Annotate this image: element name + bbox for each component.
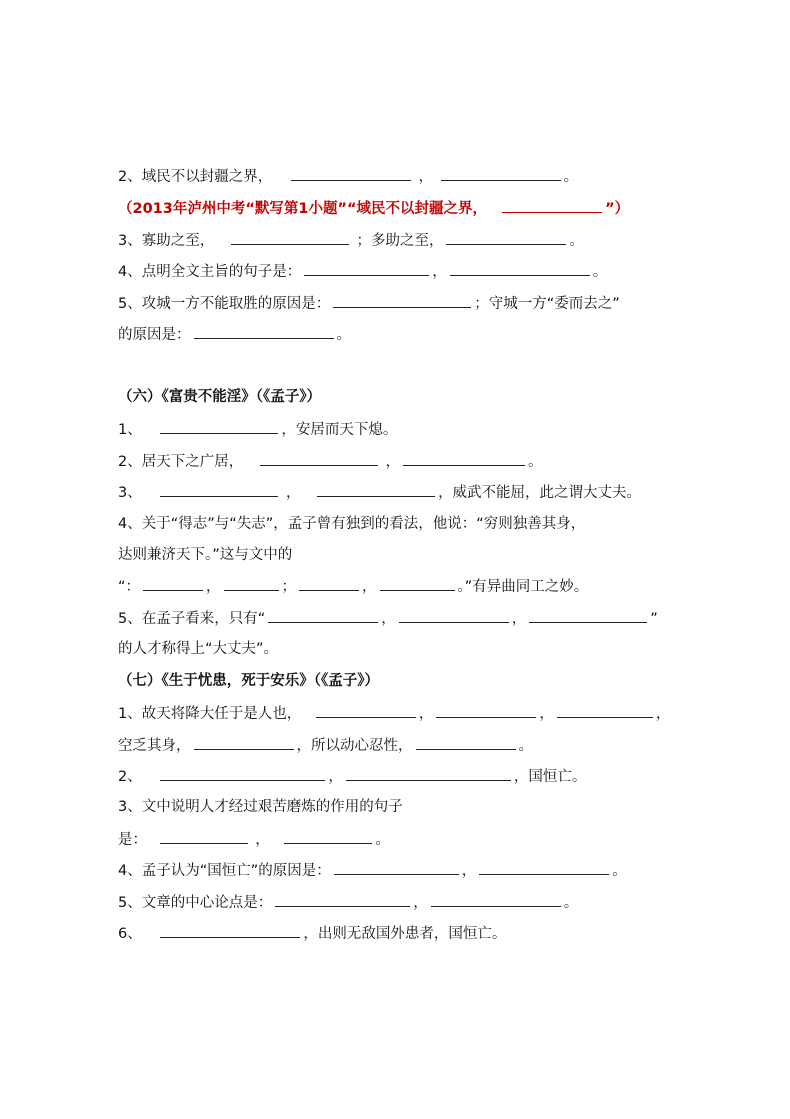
sec6-line-4c: “： ， ； ， 。”有异曲同工之妙。 (118, 576, 588, 597)
sec7-line-3a: 3、文中说明人才经过艰苦磨炼的作用的句子 (118, 799, 403, 815)
prev-line-5b: 的原因是： 。 (118, 324, 351, 345)
answer-blank[interactable] (260, 451, 378, 466)
answer-blank[interactable] (333, 293, 471, 308)
prev-line-2: 2、域民不以封疆之界， ， 。 (118, 166, 578, 187)
answer-blank[interactable] (529, 608, 647, 623)
prev-line-5: 5、攻城一方不能取胜的原因是： ；守城一方“委而去之” (118, 293, 620, 314)
sec6-line-3: 3、 ， ，威武不能屈，此之谓大丈夫。 (118, 482, 641, 503)
answer-blank[interactable] (436, 703, 536, 718)
answer-blank[interactable] (450, 261, 590, 276)
answer-blank[interactable] (317, 482, 435, 497)
answer-blank[interactable] (160, 419, 278, 434)
sec6-line-5b: 的人才称得上“大丈夫”。 (118, 641, 279, 657)
answer-blank[interactable] (160, 482, 278, 497)
answer-blank[interactable] (160, 766, 325, 781)
section-7-title: （七）《生于忧患，死于安乐》（《孟子》） (118, 673, 379, 689)
answer-blank[interactable] (334, 860, 459, 875)
answer-blank[interactable] (194, 735, 294, 750)
answer-blank[interactable] (291, 166, 411, 181)
sec7-line-3b: 是： ， 。 (118, 829, 390, 850)
answer-blank[interactable] (502, 198, 602, 213)
sec7-line-1: 1、故天将降大任于是人也， ， ， ， (118, 703, 670, 724)
prev-line-3: 3、寡助之至， ；多助之至， 。 (118, 230, 584, 251)
answer-blank[interactable] (416, 735, 516, 750)
sec6-line-2: 2、居天下之广居， ， 。 (118, 451, 542, 472)
answer-blank[interactable] (231, 230, 349, 245)
answer-blank[interactable] (316, 703, 416, 718)
answer-blank[interactable] (299, 576, 359, 591)
answer-blank[interactable] (479, 860, 609, 875)
answer-blank[interactable] (194, 324, 334, 339)
sec7-line-6: 6、 ，出则无敌国外患者，国恒亡。 (118, 923, 506, 944)
answer-blank[interactable] (403, 451, 525, 466)
answer-blank[interactable] (446, 230, 566, 245)
section-6-title: （六）《富贵不能淫》（《孟子》） (118, 389, 321, 405)
answer-blank[interactable] (143, 576, 203, 591)
sec7-line-2: 2、 ， ，国恒亡。 (118, 766, 586, 787)
prev-line-4: 4、点明全文主旨的句子是： ， 。 (118, 261, 607, 282)
answer-blank[interactable] (160, 829, 248, 844)
sec7-line-1b: 空乏其身， ，所以动心忍性， 。 (118, 735, 533, 756)
answer-blank[interactable] (399, 608, 509, 623)
answer-blank[interactable] (441, 166, 561, 181)
answer-blank[interactable] (284, 829, 372, 844)
sec6-line-1: 1、 ，安居而天下熄。 (118, 419, 397, 440)
answer-blank[interactable] (224, 576, 279, 591)
sec7-line-4: 4、孟子认为“国恒亡”的原因是： ， 。 (118, 860, 627, 881)
sec6-line-5: 5、在孟子看来，只有“ ， ， ” (118, 608, 658, 629)
answer-blank[interactable] (557, 703, 653, 718)
sec6-line-4a: 4、关于“得志”与“失志”，孟子曾有独到的看法，他说：“穷则独善其身， (118, 516, 586, 532)
answer-blank[interactable] (275, 892, 410, 907)
answer-blank[interactable] (380, 576, 455, 591)
answer-blank[interactable] (268, 608, 378, 623)
exam-note: （2013年泸州中考“默写第1小题”“域民不以封疆之界， ”） (118, 198, 629, 219)
answer-blank[interactable] (346, 766, 511, 781)
answer-blank[interactable] (431, 892, 561, 907)
answer-blank[interactable] (304, 261, 429, 276)
answer-blank[interactable] (160, 923, 300, 938)
sec6-line-4b: 达则兼济天下。”这与文中的 (118, 547, 293, 563)
sec7-line-5: 5、文章的中心论点是： ， 。 (118, 892, 578, 913)
